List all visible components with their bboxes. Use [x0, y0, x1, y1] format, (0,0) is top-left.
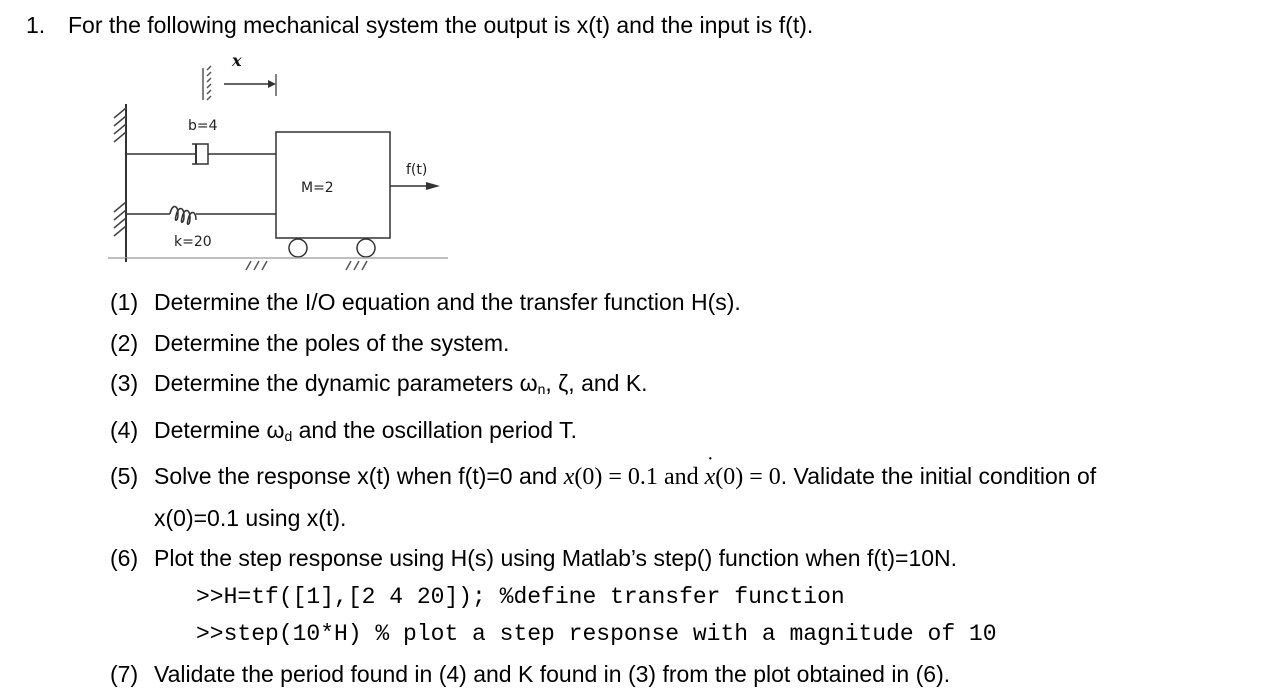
task-number: (6) — [110, 538, 154, 579]
x-arrow-head — [268, 80, 276, 88]
damper-label: b=4 — [188, 118, 218, 134]
wheel-right — [357, 239, 375, 257]
initial-condition-math — [564, 464, 781, 490]
question-number: 1. — [26, 12, 68, 39]
wall-hatch-top — [114, 108, 126, 142]
omega-subscript: n — [538, 381, 546, 397]
task-list — [110, 282, 1280, 694]
task-item-5 — [110, 456, 1280, 498]
mass-spring-damper-diagram — [108, 48, 460, 276]
task-text-mid: , ζ, and K. — [545, 370, 647, 396]
task-text: Validate the period found in (4) and K found in (3) from the plot obtained in (6). — [154, 661, 950, 687]
task-number: (1) — [110, 282, 154, 323]
task-item-5-continuation: x(0)=0.1 using x(t). — [110, 498, 1280, 539]
task-item-2 — [110, 323, 1280, 364]
task-text: Determine the I/O equation and the transfer function H(s). — [154, 289, 741, 315]
task-number: (4) — [110, 410, 154, 451]
task-text-post: . Validate the initial condition of — [781, 463, 1096, 489]
task-text-pre: Determine the dynamic parameters — [154, 370, 520, 396]
task-item-3 — [110, 363, 1280, 410]
task-number: (5) — [110, 456, 154, 497]
wheel-left — [289, 239, 307, 257]
task-number: (7) — [110, 654, 154, 694]
code-line-1: >>H=tf([1],[2 4 20]); %define transfer function — [110, 579, 1280, 617]
task-text-pre: Determine — [154, 417, 266, 443]
task-item-4 — [110, 410, 1280, 457]
math-and: and — [658, 464, 705, 490]
math-value: (0) = 0.1 — [574, 464, 658, 490]
ground-hatch — [246, 261, 367, 270]
math-value-2: (0) = 0 — [715, 464, 781, 490]
spring-coil — [170, 207, 196, 225]
x-label: x — [231, 51, 242, 70]
omega-symbol: ω — [520, 370, 538, 396]
reference-hatch — [203, 66, 211, 100]
task-number: (2) — [110, 323, 154, 364]
omega-subscript: d — [284, 428, 292, 444]
task-text: Plot the step response using H(s) using Matlab’s step() function when f(t)=10N. — [154, 545, 957, 571]
task-number: (3) — [110, 363, 154, 404]
question-heading — [26, 12, 813, 39]
task-text-post: and the oscillation period T. — [292, 417, 577, 443]
mass-label: M=2 — [301, 180, 334, 196]
code-line-2: >>step(10*H) % plot a step response with a magnitude of 10 — [110, 616, 1280, 654]
task-text: Determine the poles of the system. — [154, 330, 509, 356]
task-item-7 — [110, 654, 1280, 694]
task-item-6 — [110, 538, 1280, 579]
force-arrow-head — [426, 182, 440, 190]
question-text: For the following mechanical system the output is x(t) and the input is f(t). — [68, 12, 813, 38]
wall-hatch-bottom — [114, 202, 126, 236]
math-x: x — [564, 464, 575, 490]
task-text-pre: Solve the response x(t) when f(t)=0 and — [154, 463, 564, 489]
task-item-1 — [110, 282, 1280, 323]
math-x-dot: ˙ x — [705, 457, 716, 498]
force-label: f(t) — [406, 162, 427, 178]
omega-symbol: ω — [266, 417, 284, 443]
spring-label: k=20 — [174, 234, 212, 250]
